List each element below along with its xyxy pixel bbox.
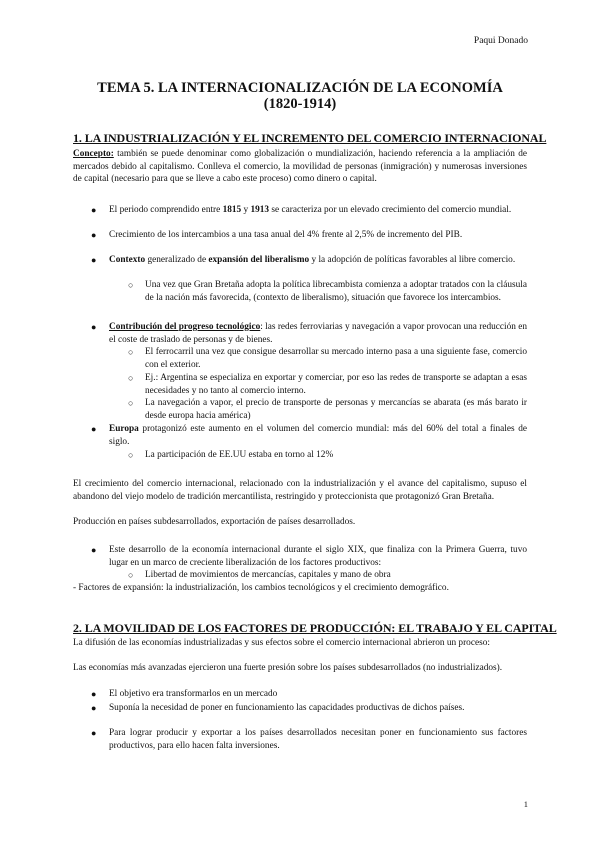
- bullet-circle-icon: ○: [128, 450, 134, 460]
- sub-bullet-argentina: Ej.: Argentina se especializa en exportar y comerciar, por eso las redes de transporte se adaptan a esas necesidades y no tanto al comercio interno.: [145, 373, 527, 396]
- bullet-circle-icon: ○: [128, 347, 134, 357]
- section-2-heading: 2. LA MOVILIDAD DE LOS FACTORES DE PRODUCCIÓN: EL TRABAJO Y EL CAPITAL: [73, 621, 557, 635]
- bullet-investments: Para lograr producir y exportar a los países desarrollados necesitan poner en funcionamiento sus factores productivos, para ello hacen falta inversiones.: [109, 728, 527, 751]
- bullet-context: Contexto generalizado de expansión del liberalismo y la adopción de políticas favorables al libre comercio.: [109, 255, 516, 265]
- bullet-dot-icon: ●: [91, 255, 97, 265]
- paragraph-expansion-factors: - Factores de expansión: la industrialización, los cambios tecnológicos y el crecimiento demográfico.: [73, 583, 449, 593]
- section-1-heading: 1. LA INDUSTRIALIZACIÓN Y EL INCREMENTO DEL COMERCIO INTERNACIONAL: [73, 131, 547, 145]
- bullet-dot-icon: ●: [91, 424, 97, 434]
- concept-label: Concepto:: [73, 149, 114, 159]
- concept-paragraph: [73, 148, 527, 186]
- bullet-growth: Crecimiento de los intercambios a una tasa anual del 4% frente al 2,5% de incremento del PIB.: [109, 230, 463, 240]
- sub-bullet-liberty: Libertad de movimientos de mercancías, capitales y mano de obra: [145, 570, 391, 580]
- page-number: 1: [523, 799, 528, 809]
- document-title-line2: (1820-1914): [263, 96, 337, 112]
- bullet-objective: El objetivo era transformarlos en un mercado: [109, 689, 278, 699]
- paragraph-production: Producción en países subdesarrollados, exportación de países desarrollados.: [73, 517, 356, 527]
- sub-bullet-steam: La navegación a vapor, el precio de transporte de personas y mercancías se abarata (es más barato ir desde europa hacia américa): [145, 398, 527, 421]
- bullet-circle-icon: ○: [128, 398, 134, 408]
- bullet-dot-icon: ●: [91, 205, 97, 215]
- bullet-europe: Europa protagonizó este aumento en el volumen del comercio mundial: más del 60% del total a finales de siglo.: [109, 424, 527, 447]
- page-header-author: Paqui Donado: [473, 36, 528, 46]
- sub-bullet-britain: Una vez que Gran Bretaña adopta la política librecambista comienza a adoptar tratados con la cláusula de la nación más favorecida, (contexto de liberalismo), situación que favorece los intercambios.: [145, 280, 527, 303]
- paragraph-trade-growth: El crecimiento del comercio internacional, relacionado con la industrialización y el avance del capitalismo, supuso el abandono del viejo modelo de tradición mercantilista, restringido y proteccionista que protagonizó Gran Bretaña.: [73, 479, 527, 502]
- bullet-dot-icon: ●: [91, 689, 97, 699]
- sub-bullet-usa: La participación de EE.UU estaba en torno al 12%: [145, 450, 334, 460]
- bullet-dot-icon: ●: [91, 322, 97, 332]
- bullet-period: El periodo comprendido entre 1815 y 1913 se caracteriza por un elevado crecimiento del comercio mundial.: [109, 205, 512, 215]
- paragraph-pressure: Las economías más avanzadas ejercieron una fuerte presión sobre los países subdesarrollados (no industrializados).: [73, 663, 503, 673]
- bullet-tech-progress: Contribución del progreso tecnológico: las redes ferroviarias y navegación a vapor provocan una reducción en el coste de traslado de personas y de bienes.: [109, 322, 527, 345]
- document-title-line1: TEMA 5. LA INTERNACIONALIZACIÓN DE LA ECONOMÍA: [97, 80, 503, 96]
- paragraph-diffusion: La difusión de las economías industrializadas y sus efectos sobre el comercio internacional abrieron un proceso:: [73, 638, 490, 648]
- bullet-circle-icon: ○: [128, 373, 134, 383]
- concept-text: también se puede denominar como globalización o mundialización, haciendo referencia a la ampliación de mercados debido al capitalismo. Conlleva el comercio, la movilidad de personas (inmigración) y numerosas inversiones de capital (necesario para que se lleve a cabo este proceso) como dinero o capital.: [73, 149, 527, 184]
- bullet-productive-capacity: Suponía la necesidad de poner en funcionamiento las capacidades productivas de dichos países.: [109, 703, 465, 713]
- bullet-dot-icon: ●: [91, 545, 97, 555]
- bullet-dot-icon: ●: [91, 728, 97, 738]
- bullet-dot-icon: ●: [91, 703, 97, 713]
- bullet-development: Este desarrollo de la economía internacional durante el siglo XIX, que finaliza con la Primera Guerra, tuvo lugar en un marco de creciente liberalización de los factores productivos:: [109, 545, 527, 568]
- bullet-dot-icon: ●: [91, 230, 97, 240]
- bullet-circle-icon: ○: [128, 570, 134, 580]
- sub-bullet-railway: El ferrocarril una vez que consigue desarrollar su mercado interno pasa a una siguiente fase, comercio con el exterior.: [145, 347, 527, 370]
- bullet-circle-icon: ○: [128, 280, 134, 290]
